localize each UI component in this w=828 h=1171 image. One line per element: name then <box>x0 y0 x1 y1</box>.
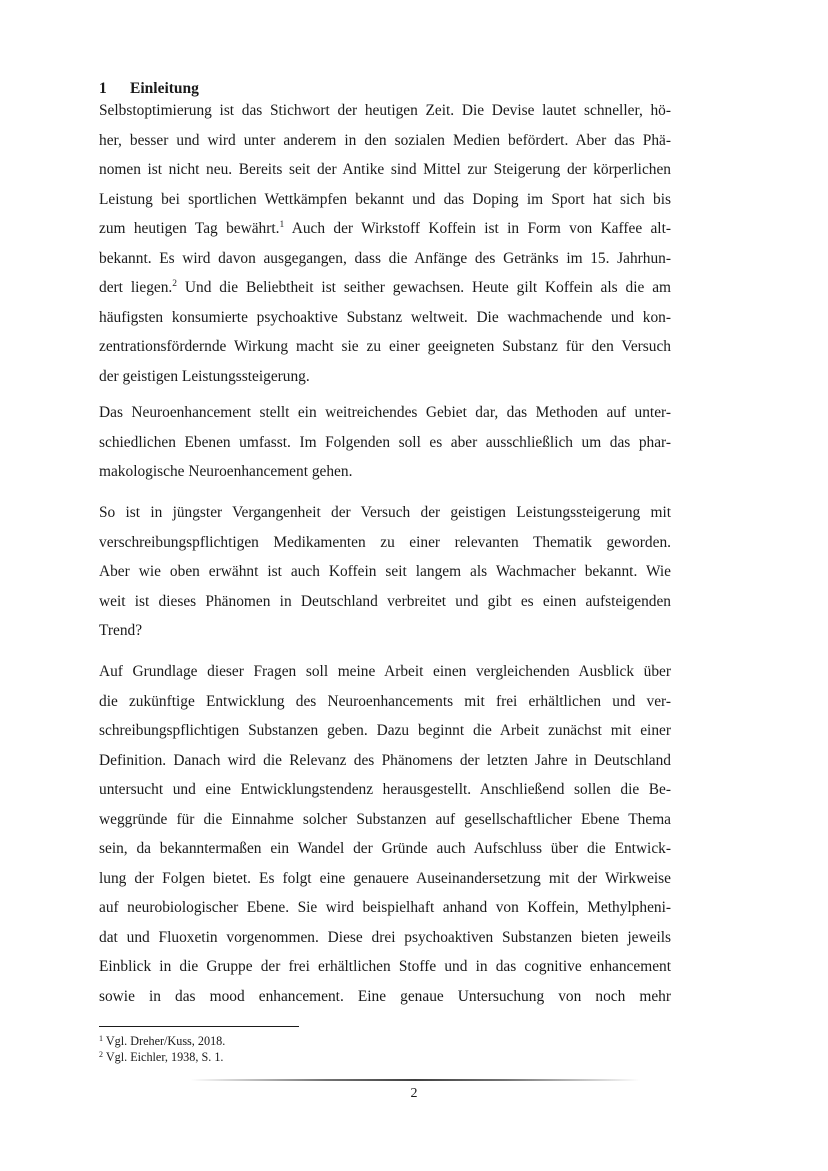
text-line: bekannt. Es wird davon ausgegangen, dass die Anfänge des Getränks im 15. Jahrhun- <box>99 249 671 267</box>
text-line: Leistung bei sportlichen Wettkämpfen bekannt und das Doping im Sport hat sich bis <box>99 190 671 208</box>
paragraph-neuroenhancement <box>99 398 671 487</box>
text-line: her, besser und wird unter anderem in den sozialen Medien befördert. Aber das Phä- <box>99 131 671 149</box>
footnote-separator <box>99 1026 299 1027</box>
text-line: auf neurobiologischer Ebene. Sie wird beispielhaft anhand von Koffein, Methylpheni- <box>99 899 671 916</box>
footnote-marker: 1 <box>99 1034 103 1043</box>
footnote-2 <box>99 1049 225 1065</box>
text-line: lung der Folgen bietet. Es folgt eine genauere Auseinandersetzung mit der Wirkweise <box>99 869 671 887</box>
text-line: Trend? <box>99 622 143 639</box>
text-line: untersucht und eine Entwicklungstendenz herausgestellt. Anschließend sollen die Be- <box>99 781 671 798</box>
text-line: sein, da bekanntermaßen ein Wandel der Gründe auch Aufschluss über die Entwick- <box>99 840 671 857</box>
text-line: Aber wie oben erwähnt ist auch Koffein seit langem als Wachmacher bekannt. Wie <box>99 563 671 580</box>
footnote-marker: 2 <box>99 1050 103 1059</box>
text-line: makologische Neuroenhancement gehen. <box>99 463 353 480</box>
text-line: der geistigen Leistungssteigerung. <box>99 367 310 385</box>
text-line: zentrationsfördernde Wirkung macht sie zu einer geeigneten Substanz für den Versuch <box>99 338 671 355</box>
text-line: dat und Fluoxetin vorgenommen. Diese drei psychoaktiven Substanzen bieten jeweils <box>99 928 671 946</box>
footnote-text: Vgl. Dreher/Kuss, 2018. <box>105 1034 226 1048</box>
section-number: 1 <box>99 80 107 97</box>
page-number: 2 <box>410 1086 418 1101</box>
text-line: zum heutigen Tag bewährt.$^1$ Auch der Wirkstoff Koffein ist in Form von Kaffee alt- <box>99 220 671 237</box>
text-line: weit ist dieses Phänomen in Deutschland verbreitet und gibt es einen aufsteigenden <box>99 592 671 610</box>
footer-rule <box>190 1079 640 1081</box>
footnotes <box>99 1033 225 1065</box>
paragraph-outline <box>99 657 671 1011</box>
footnote-reference: 1 <box>279 220 285 230</box>
text-line: Definition. Danach wird die Relevanz des Phänomens der letzten Jahre in Deutschland <box>99 751 671 769</box>
text-line: Einblick in die Gruppe der frei erhältlichen Stoffe und in das cognitive enhancement <box>99 958 671 975</box>
text-line: dert liegen.$^2$ Und die Beliebtheit ist seither gewachsen. Heute gilt Koffein als die am <box>99 279 671 296</box>
text-line: häufigsten konsumierte psychoaktive Substanz weltweit. Die wachmachende und kon- <box>99 308 671 326</box>
text-line: schreibungspflichtigen Substanzen geben. Dazu beginnt die Arbeit zunächst mit einer <box>99 722 671 739</box>
footnote-text: Vgl. Eichler, 1938, S. 1. <box>105 1050 224 1064</box>
paragraph-research-question <box>99 498 671 646</box>
section-title: Einleitung <box>130 80 199 97</box>
text-line: schiedlichen Ebenen umfasst. Im Folgenden soll es aber ausschließlich um das phar- <box>99 433 671 451</box>
text-line: Das Neuroenhancement stellt ein weitreichendes Gebiet dar, das Methoden auf unter- <box>99 404 671 421</box>
text-line: Auf Grundlage dieser Fragen soll meine Arbeit einen vergleichenden Ausblick über <box>99 663 671 680</box>
text-line: nomen ist nicht neu. Bereits seit der Antike sind Mittel zur Steigerung der körperlichen <box>99 161 671 178</box>
text-line: die zukünftige Entwicklung des Neuroenhancements mit frei erhältlichen und ver- <box>99 692 671 710</box>
footnote-1 <box>99 1033 225 1049</box>
paragraph-intro <box>99 96 671 391</box>
text-line: sowie in das mood enhancement. Eine genaue Untersuchung von noch mehr <box>99 987 671 1005</box>
footnote-reference: 2 <box>172 279 178 289</box>
text-line: Selbstoptimierung ist das Stichwort der heutigen Zeit. Die Devise lautet schneller, hö- <box>99 102 671 119</box>
text-line: So ist in jüngster Vergangenheit der Versuch der geistigen Leistungssteigerung mit <box>99 504 671 521</box>
text-line: weggründe für die Einnahme solcher Substanzen auf gesellschaftlicher Ebene Thema <box>99 810 671 828</box>
text-line: verschreibungspflichtigen Medikamenten zu einer relevanten Thematik geworden. <box>99 533 671 551</box>
